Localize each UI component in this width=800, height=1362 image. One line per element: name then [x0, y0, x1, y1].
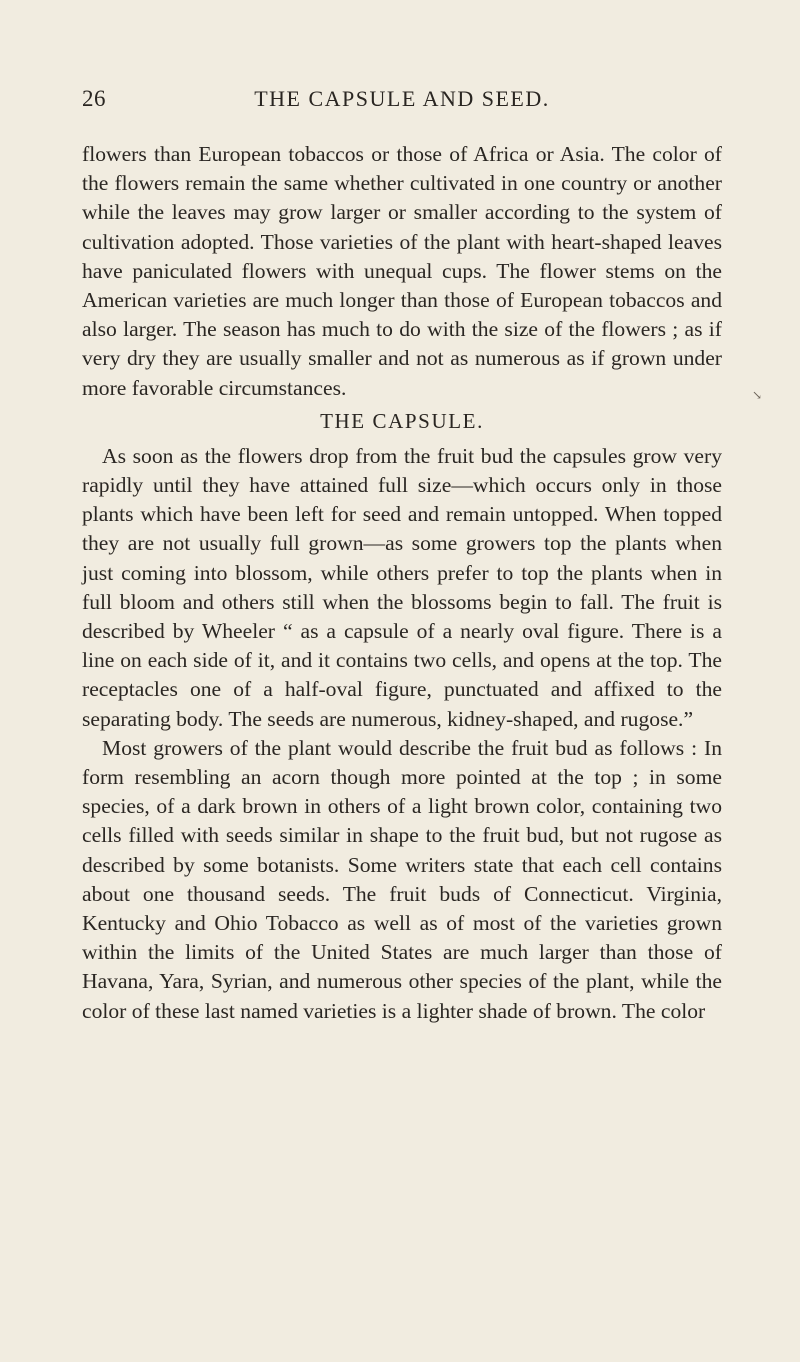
running-head — [82, 86, 722, 116]
page-number: 26 — [82, 86, 106, 111]
paragraph-capsule: As soon as the flowers drop from the fruit bud the capsules grow very rapidly until they have attained full size—which occurs only in those plants which have been left for seed and remain untopped. When topped they are not usually full grown—as some growers top the plants when just coming into blossom, while others prefer to top the plants when in full bloom and others still when the blossoms begin to fall. The fruit is described by Wheeler “ as a capsule of a nearly oval figure. There is a line on each side of it, and it contains two cells, and opens at the top. The receptacles one of a half-oval figure, punctuated and affixed to the separating body. The seeds are numerous, kidney-shaped, and rugose.” — [82, 443, 722, 731]
margin-speck: ↘ — [752, 388, 763, 402]
body-text — [82, 140, 722, 1026]
paragraph-growers: Most growers of the plant would describe the fruit bud as follows : In form resembling an acorn though more pointed at the top ; in some species, of a dark brown in others of a light brown color, containing two cells filled with seeds similar in shape to the fruit bud, but not rugose as described by some botanists. Some writers state that each cell contains about one thousand seeds. The fruit buds of Connecticut. Virginia, Kentucky and Ohio Tobacco as well as of most of the varieties grown within the limits of the United States are much larger than those of Havana, Yara, Syrian, and numerous other species of the plant, while the color of these last named varieties is a lighter shade of brown. The color — [82, 735, 722, 1023]
section-heading: THE CAPSULE. — [320, 408, 484, 433]
paragraph-continued: flowers than European tobaccos or those of Africa or Asia. The color of the flowers remain the same whether cultivated in one country or another while the leaves may grow larger or smaller according to the system of cultivation adopted. Those varieties of the plant with heart-shaped leaves have paniculated flowers with unequal cups. The flower stems on the American varieties are much longer than those of European tobaccos and also larger. The season has much to do with the size of the flowers ; as if very dry they are usually smaller and not as numerous as if grown under more favorable circumstances. — [82, 142, 722, 400]
running-title: THE CAPSULE AND SEED. — [254, 86, 550, 111]
